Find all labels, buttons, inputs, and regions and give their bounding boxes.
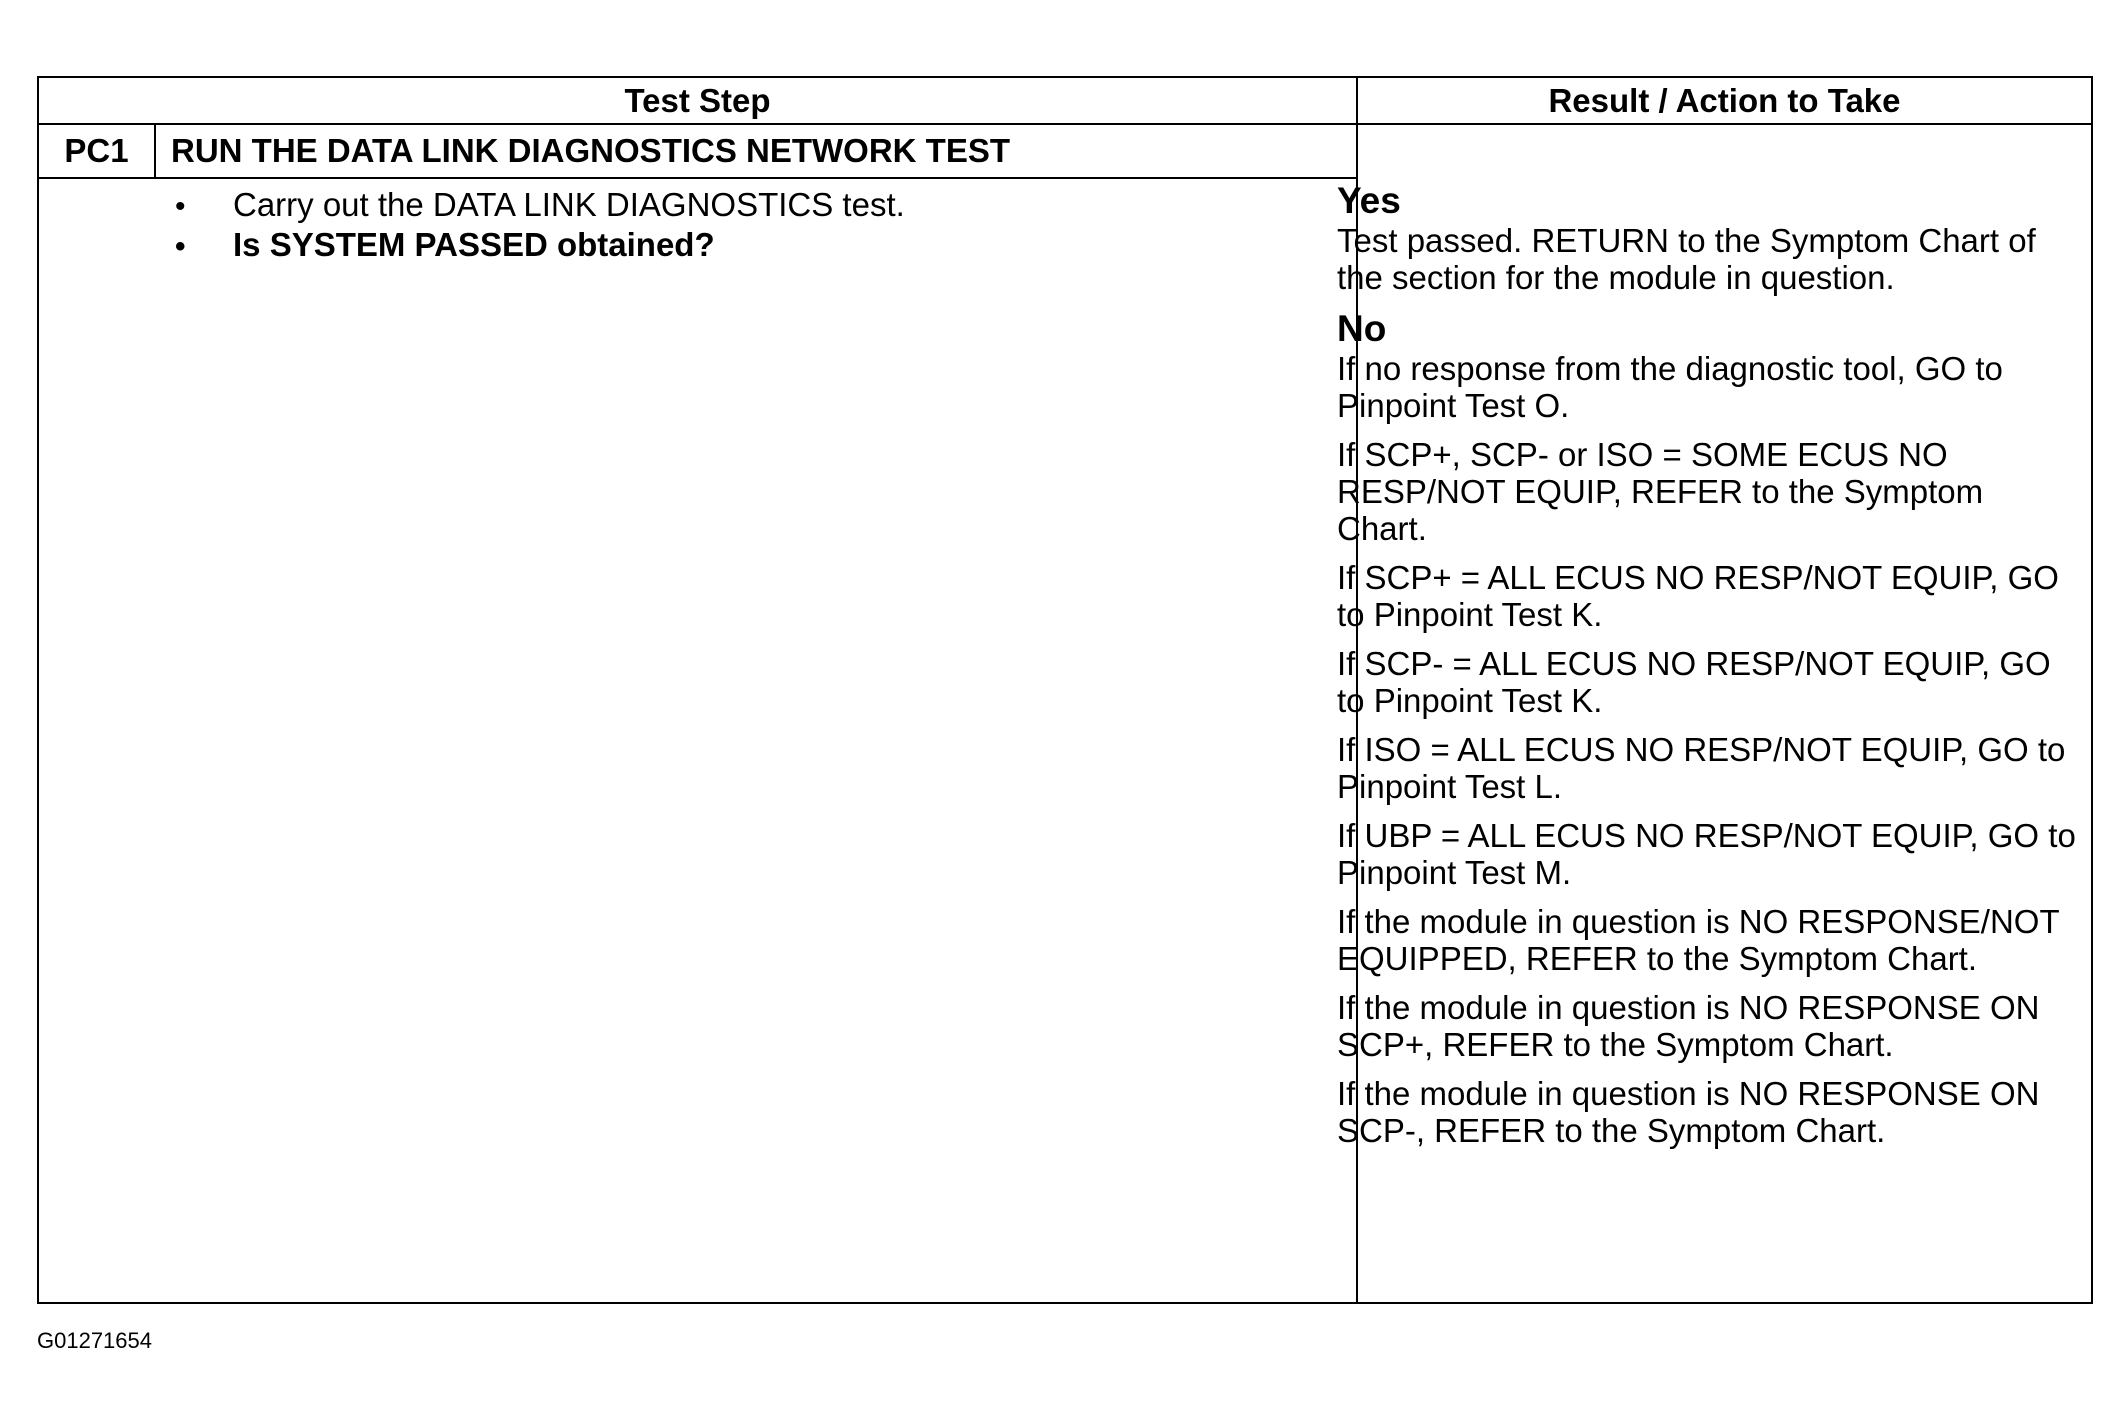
bullet-icon: •	[175, 230, 186, 263]
yes-heading: Yes	[1337, 180, 1401, 221]
instruction-text: Carry out the DATA LINK DIAGNOSTICS test.	[233, 186, 905, 223]
no-action-9: If the module in question is NO RESPONSE ON SCP-, REFER to the Symptom Chart.	[1337, 1075, 2040, 1149]
header-test-step: Test Step	[624, 81, 771, 119]
figure-code: G01271654	[37, 1328, 152, 1353]
no-action-5: If ISO = ALL ECUS NO RESP/NOT EQUIP, GO to Pinpoint Test L.	[1337, 731, 2066, 805]
no-action-7: If the module in question is NO RESPONSE/NOT EQUIPPED, REFER to the Symptom Chart.	[1337, 903, 2060, 977]
step-title: RUN THE DATA LINK DIAGNOSTICS NETWORK TEST	[171, 132, 1011, 169]
instruction-question	[171, 226, 1341, 266]
step-instructions	[171, 186, 1341, 266]
yes-action: Test passed. RETURN to the Symptom Chart of the section for the module in question.	[1337, 222, 2036, 296]
no-action-8: If the module in question is NO RESPONSE ON SCP+, REFER to the Symptom Chart.	[1337, 989, 2040, 1063]
instruction-text: Is SYSTEM PASSED obtained?	[233, 226, 715, 263]
result-actions	[1337, 108, 2077, 1161]
header-result-action: Result / Action to Take	[1548, 81, 1901, 119]
no-action-2: If SCP+, SCP- or ISO = SOME ECUS NO RESP/NOT EQUIP, REFER to the Symptom Chart.	[1337, 436, 1984, 547]
no-heading: No	[1337, 308, 1387, 349]
step-id-divider	[154, 125, 156, 177]
bullet-icon: •	[175, 190, 186, 223]
step-id: PC1	[64, 132, 129, 169]
instruction-item	[171, 186, 1341, 226]
no-action-4: If SCP- = ALL ECUS NO RESP/NOT EQUIP, GO to Pinpoint Test K.	[1337, 645, 2051, 719]
no-action-6: If UBP = ALL ECUS NO RESP/NOT EQUIP, GO to Pinpoint Test M.	[1337, 817, 2076, 891]
no-action-3: If SCP+ = ALL ECUS NO RESP/NOT EQUIP, GO to Pinpoint Test K.	[1337, 559, 2059, 633]
no-action-1: If no response from the diagnostic tool, GO to Pinpoint Test O.	[1337, 350, 2003, 424]
step-title-divider	[39, 177, 1356, 179]
